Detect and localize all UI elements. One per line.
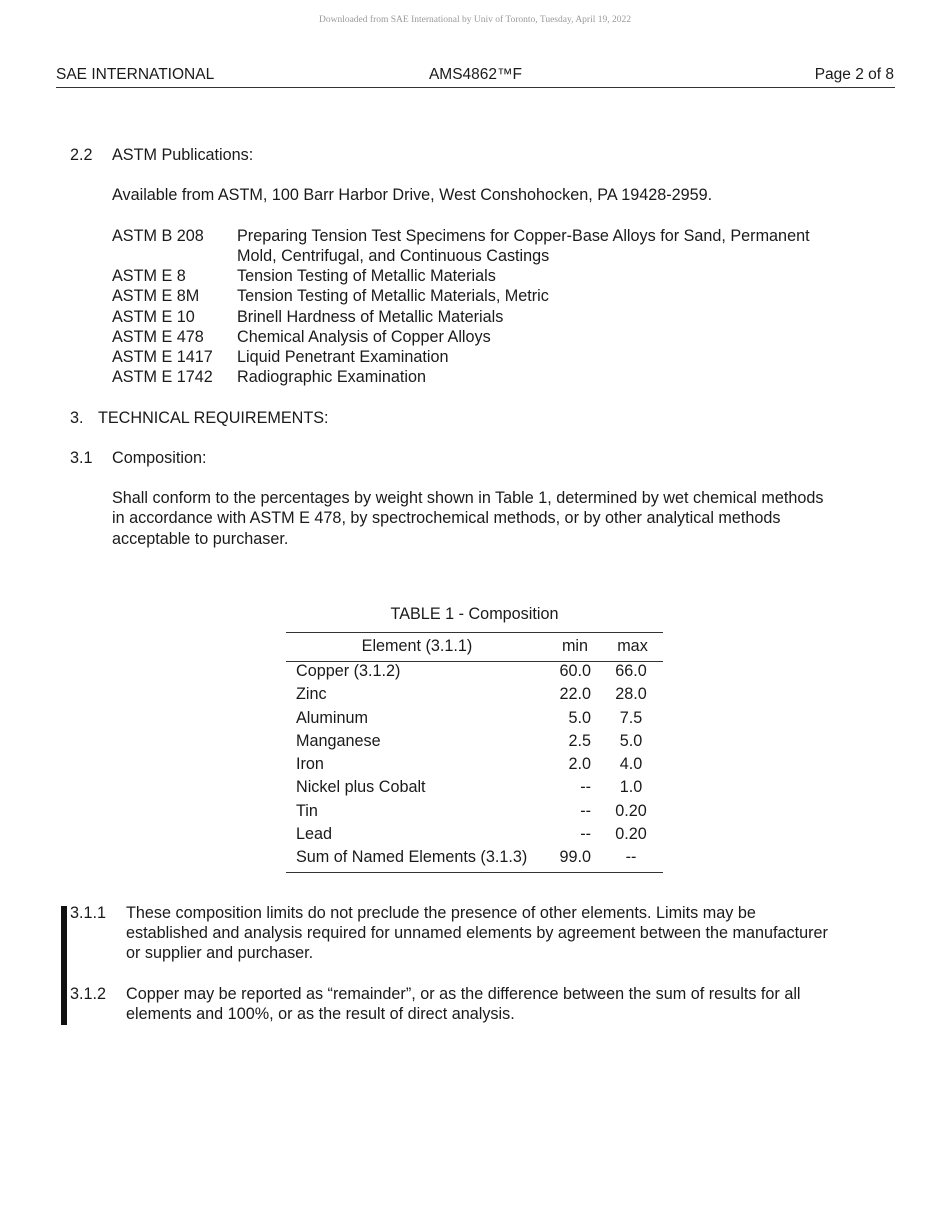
max-value: 4.0: [619, 755, 643, 773]
reference-title: Radiographic Examination: [237, 368, 426, 386]
paragraph-line: in accordance with ASTM E 478, by spectrochemical methods, or by other analytical methods: [112, 509, 781, 527]
table-row: [286, 685, 663, 708]
page-number: Page 2 of 8: [814, 66, 894, 83]
table-top-rule: [286, 632, 663, 633]
min-value: 99.0: [559, 848, 591, 866]
section-3-1-2-number: 3.1.2: [70, 985, 107, 1003]
reference-code: ASTM E 8M: [112, 287, 200, 305]
page-header: [56, 66, 895, 88]
paragraph-line: established and analysis required for unnamed elements by agreement between the manufacturer: [126, 924, 828, 942]
paragraph-line: elements and 100%, or as the result of direct analysis.: [126, 1005, 515, 1023]
section-3-1-1-number: 3.1.1: [70, 904, 107, 922]
column-header-max: max: [617, 637, 648, 655]
element-name: Nickel plus Cobalt: [296, 778, 426, 796]
element-name: Manganese: [296, 732, 381, 750]
reference-title: Preparing Tension Test Specimens for Copper-Base Alloys for Sand, Permanent: [237, 227, 810, 245]
document-number: AMS4862™F: [428, 66, 523, 83]
element-name: Zinc: [296, 685, 327, 703]
min-value: 2.5: [568, 732, 591, 750]
reference-title: Liquid Penetrant Examination: [237, 348, 449, 366]
min-value: --: [580, 825, 591, 843]
paragraph-line: Copper may be reported as “remainder”, or as the difference between the sum of results for all: [126, 985, 801, 1003]
section-3-number: 3.: [70, 409, 84, 427]
max-value: --: [625, 848, 637, 866]
paragraph-line: These composition limits do not preclude the presence of other elements. Limits may be: [126, 904, 756, 922]
table-row: [286, 732, 663, 755]
reference-code: ASTM E 1742: [112, 368, 213, 386]
reference-code: ASTM E 1417: [112, 348, 213, 366]
element-name: Copper (3.1.2): [296, 662, 401, 680]
min-value: 5.0: [568, 709, 591, 727]
table-row: [286, 778, 663, 801]
max-value: 66.0: [615, 662, 647, 680]
min-value: 2.0: [568, 755, 591, 773]
revision-change-bar: [61, 906, 67, 1025]
reference-code: ASTM E 10: [112, 308, 195, 326]
reference-title-continued: Mold, Centrifugal, and Continuous Castings: [237, 247, 550, 265]
section-3-title: TECHNICAL REQUIREMENTS:: [98, 409, 329, 427]
table-title: TABLE 1 - Composition: [390, 605, 559, 623]
reference-title: Tension Testing of Metallic Materials: [237, 267, 496, 285]
publisher-name: SAE INTERNATIONAL: [56, 66, 215, 83]
download-note: Downloaded from SAE International by Univ of Toronto, Tuesday, April 19, 2022: [318, 15, 631, 25]
paragraph-line: acceptable to purchaser.: [112, 530, 289, 548]
element-name: Lead: [296, 825, 333, 843]
table-row: [286, 662, 663, 685]
max-value: 1.0: [619, 778, 643, 796]
column-header-element: Element (3.1.1): [361, 637, 473, 655]
element-name: Tin: [296, 802, 318, 820]
min-value: 22.0: [559, 685, 591, 703]
paragraph-line: Shall conform to the percentages by weight shown in Table 1, determined by wet chemical methods: [112, 489, 824, 507]
max-value: 28.0: [615, 685, 647, 703]
reference-code: ASTM E 8: [112, 267, 186, 285]
reference-title: Tension Testing of Metallic Materials, Metric: [237, 287, 549, 305]
section-3-1-number: 3.1: [70, 449, 93, 467]
astm-availability: Available from ASTM, 100 Barr Harbor Drive, West Conshohocken, PA 19428-2959.: [112, 186, 713, 204]
section-3-1-title: Composition:: [112, 449, 207, 467]
section-2-2-title: ASTM Publications:: [112, 146, 254, 164]
min-value: --: [580, 802, 591, 820]
element-name: Aluminum: [296, 709, 368, 727]
max-value: 0.20: [615, 825, 647, 843]
min-value: --: [580, 778, 591, 796]
table-row: [286, 755, 663, 778]
reference-title: Brinell Hardness of Metallic Materials: [237, 308, 504, 326]
element-name: Sum of Named Elements (3.1.3): [296, 848, 528, 866]
table-row: [286, 848, 663, 871]
max-value: 7.5: [619, 709, 643, 727]
table-bottom-rule: [286, 872, 663, 873]
max-value: 0.20: [615, 802, 647, 820]
paragraph-line: or supplier and purchaser.: [126, 944, 314, 962]
table-row: [286, 802, 663, 825]
reference-code: ASTM B 208: [112, 227, 204, 245]
min-value: 60.0: [559, 662, 591, 680]
reference-code: ASTM E 478: [112, 328, 204, 346]
table-row: [286, 709, 663, 732]
column-header-min: min: [561, 637, 589, 655]
element-name: Iron: [296, 755, 324, 773]
max-value: 5.0: [619, 732, 643, 750]
table-row: [286, 825, 663, 848]
section-2-2-number: 2.2: [70, 146, 93, 164]
reference-title: Chemical Analysis of Copper Alloys: [237, 328, 491, 346]
